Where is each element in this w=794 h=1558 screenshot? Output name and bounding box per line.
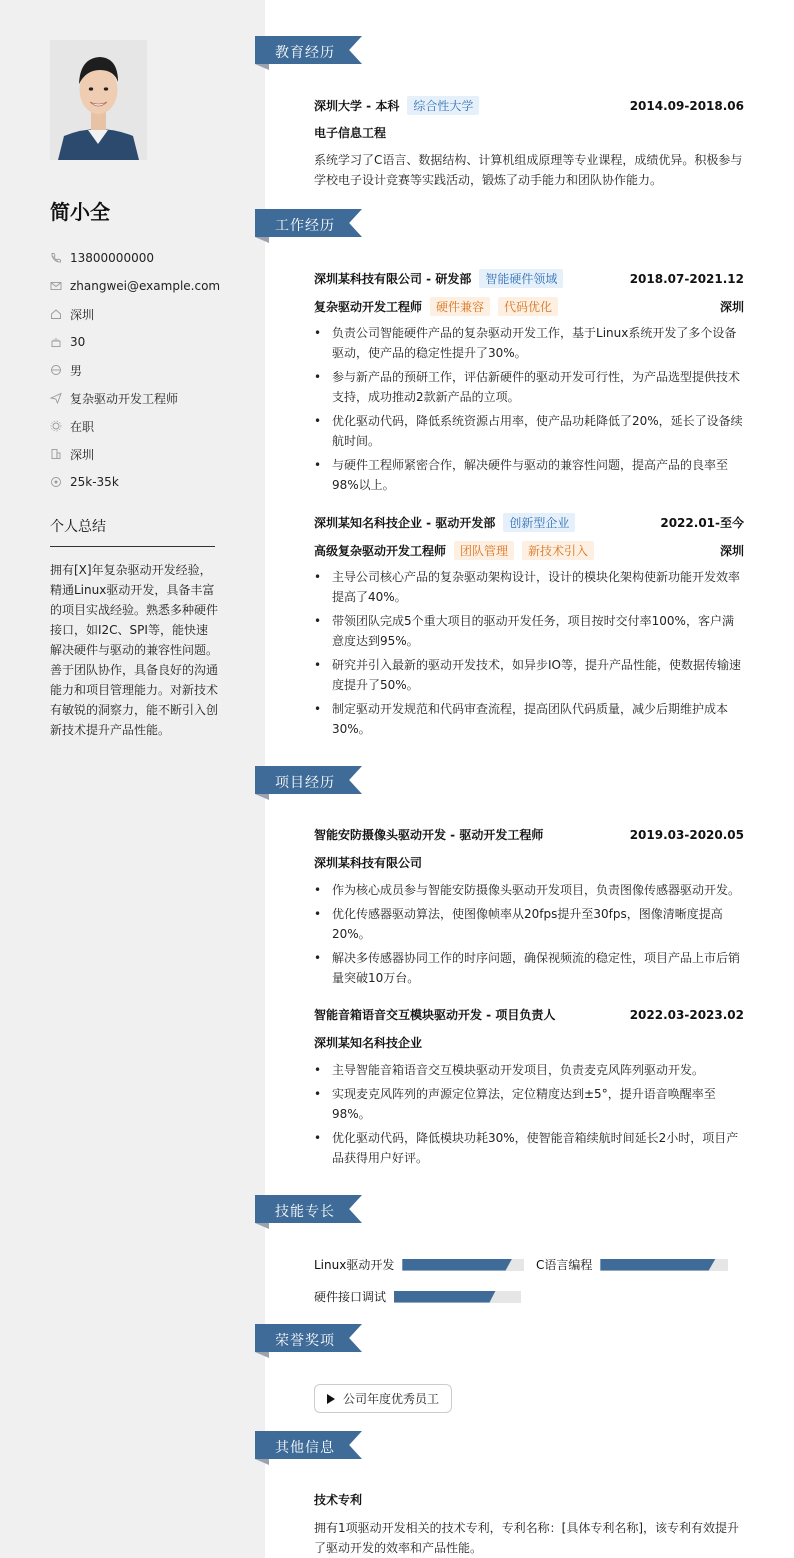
project-org-row bbox=[314, 1034, 744, 1051]
section-skills bbox=[255, 1195, 362, 1223]
play-icon bbox=[327, 1394, 335, 1404]
role-title: 复杂驱动开发工程师 bbox=[314, 300, 423, 314]
project-header bbox=[314, 826, 744, 843]
email-value: zhangwei@example.com bbox=[70, 279, 221, 293]
list-item: • 负责公司智能硬件产品的复杂驱动开发工作，基于Linux系统开发了多个设备驱动，使产品的稳定性提升了30%。 bbox=[314, 323, 744, 363]
skill-name: C语言编程 bbox=[536, 1258, 593, 1272]
skill-bar-fill bbox=[394, 1291, 496, 1303]
avatar-portrait-icon bbox=[50, 40, 147, 160]
role-tag: 新技术引入 bbox=[522, 541, 594, 560]
list-item: • 优化驱动代码，降低模块功耗30%，使智能音箱续航时间延长2小时，项目产品获得用户好评。 bbox=[314, 1128, 744, 1168]
education-desc: 系统学习了C语言、数据结构、计算机组成原理等专业课程，成绩优异。积极参与学校电子设计竞赛等实践活动，锻炼了动手能力和团队协作能力。 bbox=[314, 153, 743, 187]
project-bullets bbox=[314, 880, 744, 992]
section-work bbox=[255, 209, 362, 237]
project-org: 深圳某科技有限公司 bbox=[314, 856, 423, 870]
gender-value: 男 bbox=[70, 363, 83, 378]
work-bullets bbox=[314, 323, 744, 499]
skill-bar bbox=[600, 1259, 728, 1271]
section-title: 项目经历 bbox=[275, 775, 335, 791]
salary-value: 25k-35k bbox=[70, 475, 119, 489]
mail-icon bbox=[50, 280, 62, 292]
skill-name: Linux驱动开发 bbox=[314, 1258, 395, 1272]
info-email bbox=[50, 272, 230, 300]
school-name: 深圳大学 - 本科 bbox=[314, 99, 400, 113]
contact-info-list bbox=[50, 244, 230, 496]
education-major: 电子信息工程 bbox=[314, 126, 387, 140]
work-header bbox=[314, 513, 744, 532]
list-item: • 研究并引入最新的驱动开发技术，如异步IO等，提升产品性能，使数据传输速度提升了50%。 bbox=[314, 655, 744, 695]
list-item: • 解决多传感器协同工作的时序问题，确保视频流的稳定性，项目产品上市后销量突破10万台。 bbox=[314, 948, 744, 988]
project-org: 深圳某知名科技企业 bbox=[314, 1036, 423, 1050]
skill-bar bbox=[394, 1291, 521, 1303]
skill-bar bbox=[402, 1259, 524, 1271]
project-dates: 2019.03-2020.05 bbox=[629, 827, 744, 842]
skill-name: 硬件接口调试 bbox=[314, 1290, 387, 1304]
salary-icon bbox=[50, 476, 62, 488]
location-value: 深圳 bbox=[70, 307, 95, 322]
work-dates: 2018.07-2021.12 bbox=[629, 271, 744, 286]
work-bullets bbox=[314, 567, 744, 743]
other-title: 技术专利 bbox=[314, 1493, 363, 1507]
list-item: • 作为核心成员参与智能安防摄像头驱动开发项目，负责图像传感器驱动开发。 bbox=[314, 880, 744, 900]
work-dates: 2022.01-至今 bbox=[660, 516, 744, 530]
home-icon bbox=[50, 308, 62, 320]
other-desc: 拥有1项驱动开发相关的技术专利，专利名称：[具体专利名称]，该专利有效提升了驱动开发的效率和产品性能。 bbox=[314, 1521, 740, 1555]
school-badge: 综合性大学 bbox=[407, 96, 479, 115]
list-item: • 实现麦克风阵列的声源定位算法，定位精度达到±5°，提升语音唤醒率至98%。 bbox=[314, 1084, 744, 1124]
skill-bar-fill bbox=[402, 1259, 512, 1271]
education-major-row bbox=[314, 124, 744, 141]
project-title: 智能安防摄像头驱动开发 - 驱动开发工程师 bbox=[314, 828, 544, 842]
avatar bbox=[50, 40, 147, 160]
info-location bbox=[50, 300, 230, 328]
work-role-row bbox=[314, 541, 744, 560]
profile-name: 简小全 bbox=[50, 200, 110, 224]
send-icon bbox=[50, 392, 62, 404]
status-icon bbox=[50, 420, 62, 432]
section-other bbox=[255, 1431, 362, 1459]
info-salary bbox=[50, 468, 230, 496]
company-badge: 智能硬件领域 bbox=[479, 269, 563, 288]
company-badge: 创新型企业 bbox=[503, 513, 575, 532]
company-name: 深圳某知名科技企业 - 驱动开发部 bbox=[314, 516, 496, 530]
work-header bbox=[314, 269, 744, 288]
section-title: 技能专长 bbox=[275, 1204, 335, 1220]
summary-title: 个人总结 bbox=[50, 516, 215, 547]
role-title: 高级复杂驱动开发工程师 bbox=[314, 544, 447, 558]
award-item[interactable] bbox=[314, 1384, 452, 1413]
list-item: • 优化驱动代码，降低系统资源占用率，使产品功耗降低了20%，延长了设备续航时间。 bbox=[314, 411, 744, 451]
age-value: 30 bbox=[70, 335, 86, 349]
skill-item bbox=[314, 1256, 524, 1273]
project-title: 智能音箱语音交互模块驱动开发 - 项目负责人 bbox=[314, 1008, 556, 1022]
project-dates: 2022.03-2023.02 bbox=[629, 1007, 744, 1022]
section-title: 教育经历 bbox=[275, 45, 335, 61]
list-item: • 带领团队完成5个重大项目的驱动开发任务，项目按时交付率100%，客户满意度达到95%。 bbox=[314, 611, 744, 651]
list-item: • 参与新产品的预研工作，评估新硬件的驱动开发可行性，为产品选型提供技术支持，成功推动2款新产品的立项。 bbox=[314, 367, 744, 407]
list-item: • 主导公司核心产品的复杂驱动架构设计，设计的模块化架构使新功能开发效率提高了40%。 bbox=[314, 567, 744, 607]
education-dates: 2014.09-2018.06 bbox=[629, 98, 744, 113]
info-gender bbox=[50, 356, 230, 384]
work-city: 深圳 bbox=[719, 300, 744, 314]
work-role-row bbox=[314, 297, 744, 316]
project-bullets bbox=[314, 1060, 744, 1172]
section-education bbox=[255, 36, 362, 64]
other-title-row bbox=[314, 1491, 744, 1508]
section-title: 工作经历 bbox=[275, 218, 335, 234]
work-city: 深圳 bbox=[719, 544, 744, 558]
phone-icon bbox=[50, 252, 62, 264]
role-tag: 硬件兼容 bbox=[430, 297, 490, 316]
list-item: • 与硬件工程师紧密合作，解决硬件与驱动的兼容性问题，提高产品的良率至98%以上。 bbox=[314, 455, 744, 495]
info-target-city bbox=[50, 440, 230, 468]
target-role-value: 复杂驱动开发工程师 bbox=[70, 391, 179, 406]
education-header bbox=[314, 96, 744, 115]
role-tag: 团队管理 bbox=[454, 541, 514, 560]
section-title: 其他信息 bbox=[275, 1440, 335, 1456]
section-title: 荣誉奖项 bbox=[275, 1333, 335, 1349]
summary-text: 拥有[X]年复杂驱动开发经验，精通Linux驱动开发，具备丰富的项目实战经验。熟悉多种硬件接口，如I2C、SPI等，能快速解决硬件与驱动的兼容性问题。善于团队协作，具备良好的沟通能力和项目管理能力。对新技术有敏锐的洞察力，能不断引入创新技术提升产品性能。 bbox=[50, 563, 219, 737]
building-icon bbox=[50, 448, 62, 460]
award-label: 公司年度优秀员工 bbox=[343, 1392, 440, 1406]
status-value: 在职 bbox=[70, 419, 95, 434]
section-awards bbox=[255, 1324, 362, 1352]
list-item: • 主导智能音箱语音交互模块驱动开发项目，负责麦克风阵列驱动开发。 bbox=[314, 1060, 744, 1080]
role-tag: 代码优化 bbox=[498, 297, 558, 316]
gender-icon bbox=[50, 364, 62, 376]
age-icon bbox=[50, 336, 62, 348]
skill-item bbox=[536, 1256, 728, 1273]
list-item: • 制定驱动开发规范和代码审查流程，提高团队代码质量，减少后期维护成本30%。 bbox=[314, 699, 744, 739]
project-org-row bbox=[314, 854, 744, 871]
info-target-role bbox=[50, 384, 230, 412]
phone-value: 13800000000 bbox=[70, 251, 154, 265]
info-phone bbox=[50, 244, 230, 272]
info-age bbox=[50, 328, 230, 356]
info-status bbox=[50, 412, 230, 440]
skill-bar-fill bbox=[600, 1259, 715, 1271]
project-header bbox=[314, 1006, 744, 1023]
company-name: 深圳某科技有限公司 - 研发部 bbox=[314, 272, 472, 286]
target-city-value: 深圳 bbox=[70, 447, 95, 462]
list-item: • 优化传感器驱动算法，使图像帧率从20fps提升至30fps，图像清晰度提高20%。 bbox=[314, 904, 744, 944]
skill-item bbox=[314, 1288, 521, 1305]
sidebar bbox=[0, 0, 265, 1558]
section-projects bbox=[255, 766, 362, 794]
